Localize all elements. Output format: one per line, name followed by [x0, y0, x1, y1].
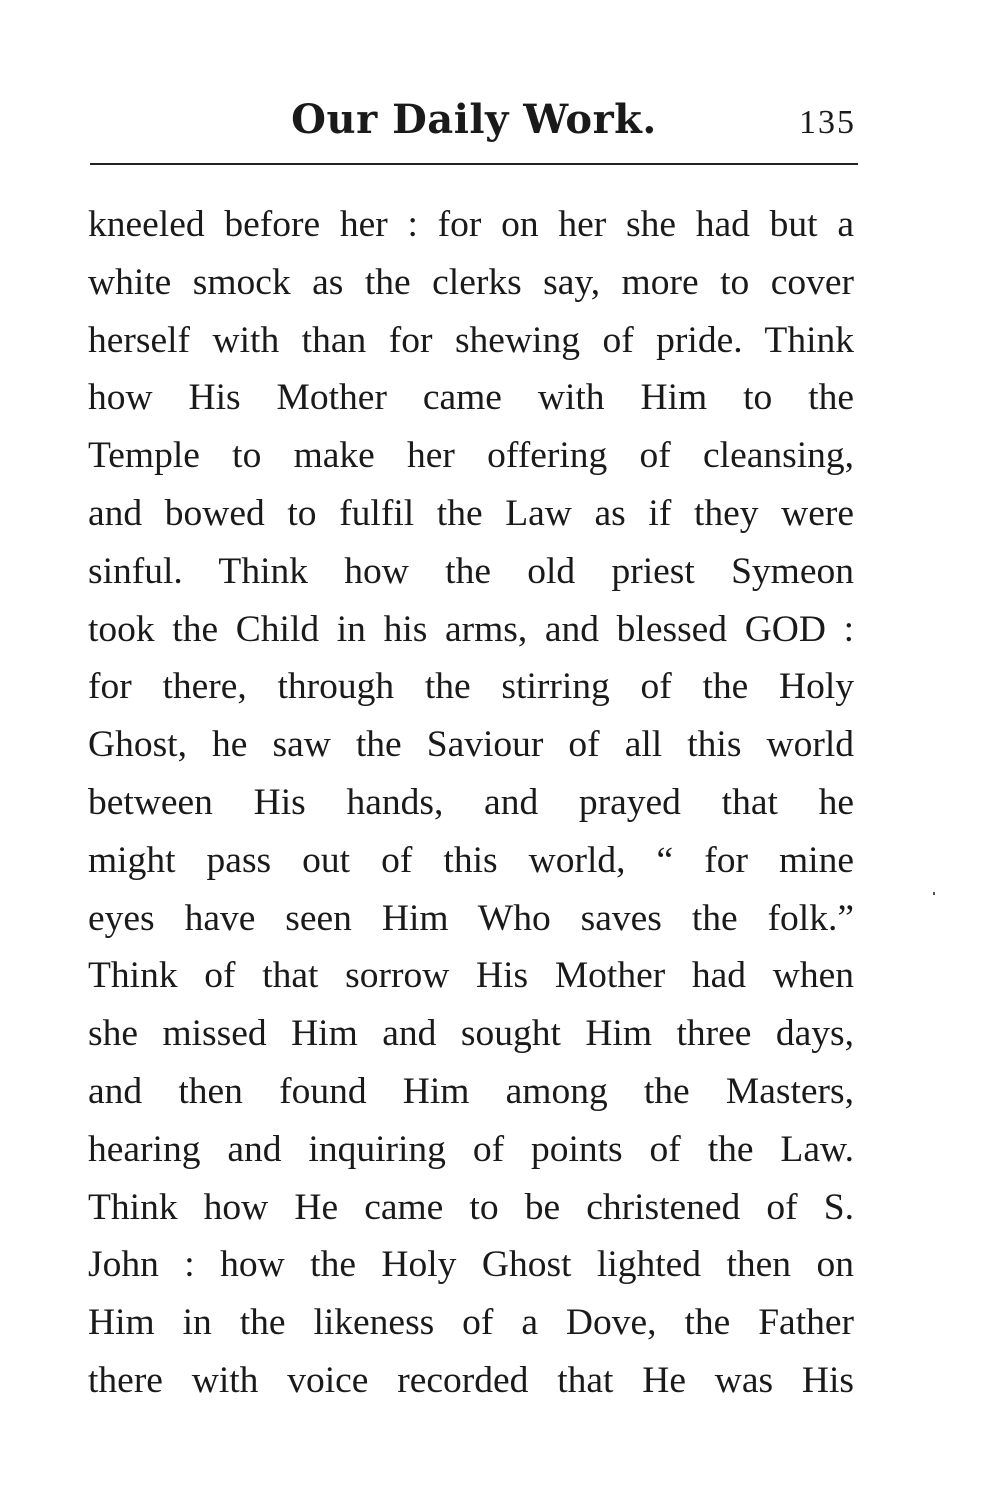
page-header [90, 96, 858, 156]
text-line: how His Mother came with Him to the [88, 377, 854, 419]
text-line: Think of that sorrow His Mother had when [88, 955, 854, 997]
text-line: she missed Him and sought Him three days, [88, 1013, 854, 1055]
text-line: white smock as the clerks say, more to cover [88, 261, 854, 303]
text-line: John : how the Holy Ghost lighted then on [88, 1244, 854, 1286]
text-line: and then found Him among the Masters, [88, 1070, 854, 1112]
text-line: eyes have seen Him Who saves the folk.” [88, 897, 854, 939]
text-line: Think how He came to be christened of S. [88, 1186, 854, 1228]
text-line: Temple to make her offering of cleansing, [88, 435, 854, 477]
text-line: for there, through the stirring of the Holy [88, 666, 854, 708]
text-line: Ghost, he saw the Saviour of all this world [88, 724, 854, 766]
text-line: kneeled before her : for on her she had but a [88, 204, 854, 245]
text-line: Him in the likeness of a Dove, the Father [88, 1302, 854, 1344]
running-title: Our Daily Work. [291, 96, 657, 143]
text-line: took the Child in his arms, and blessed GOD : [88, 608, 854, 650]
header-rule [90, 163, 858, 165]
text-line: between His hands, and prayed that he [88, 781, 854, 823]
margin-speck [933, 892, 935, 895]
text-line: herself with than for shewing of pride. Think [88, 319, 854, 361]
text-line: might pass out of this world, “ for mine [88, 839, 854, 881]
text-line: sinful. Think how the old priest Symeon [88, 550, 854, 592]
page-number: 135 [799, 104, 856, 141]
text-line: hearing and inquiring of points of the Law. [88, 1128, 854, 1170]
body-text [88, 196, 854, 1410]
text-line: there with voice recorded that He was His [88, 1359, 854, 1401]
text-line: and bowed to fulfil the Law as if they were [88, 492, 854, 534]
